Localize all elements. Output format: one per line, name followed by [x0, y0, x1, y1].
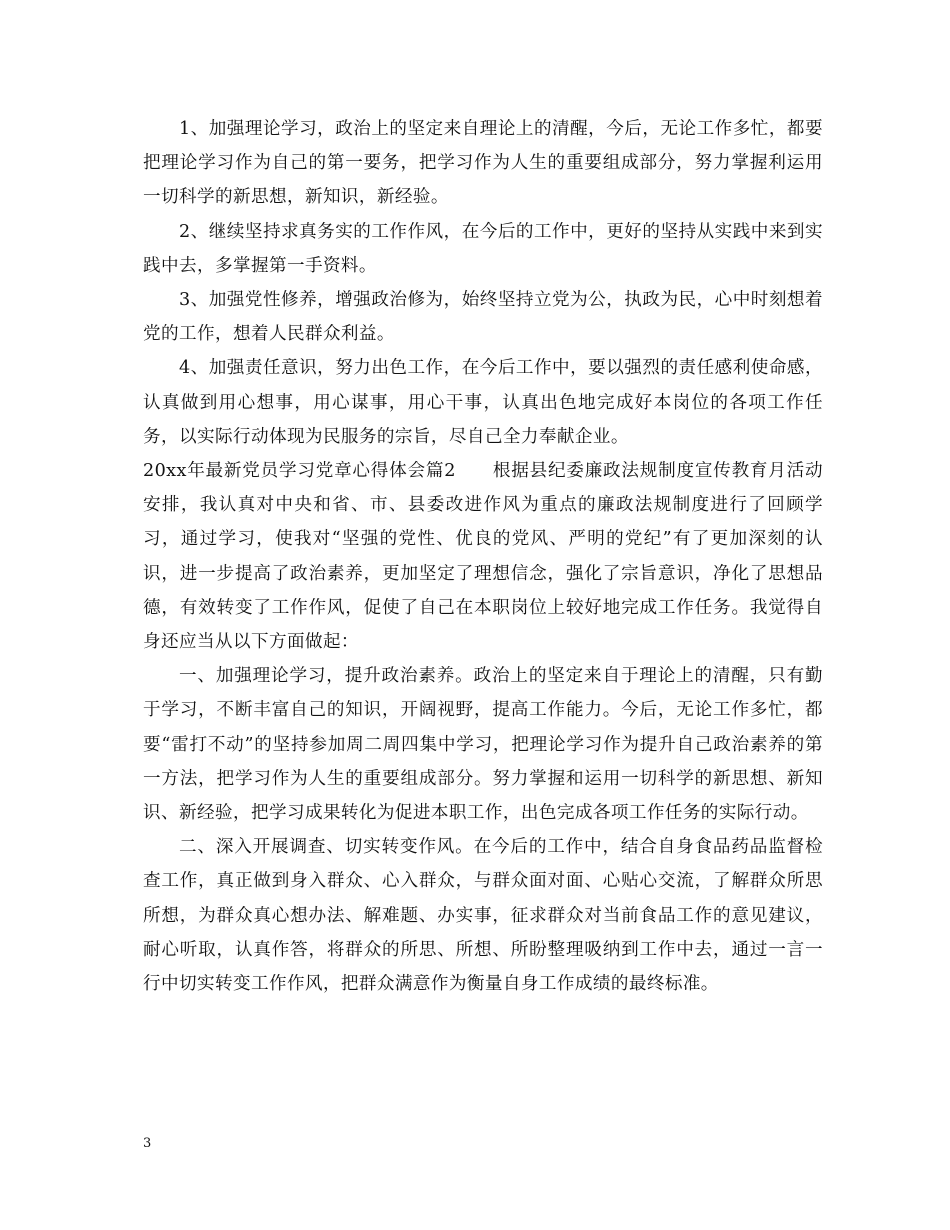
paragraph-3: 3、加强党性修养，增强政治修为，始终坚持立党为公，执政为民，心中时刻想着党的工作，想着人民群众利益。 — [143, 290, 823, 345]
paragraph-point-1: 一、加强理论学习，提升政治素养。政治上的坚定来自于理论上的清醒，只有勤于学习，不断丰富自己的知识，开阔视野，提高工作能力。今后，无论工作多忙，都要“雷打不动”的坚持参加周二周四集中学习，把理论学习作为提升自己政治素养的第一方法，把学习作为人生的重要组成部分。努力掌握和运用一切科学的新思想、新知识、新经验，把学习成果转化为促进本职工作，出色完成各项工作任务的实际行动。 — [143, 666, 823, 824]
paragraph-point-2: 二、深入开展调查、切实转变作风。在今后的工作中，结合自身食品药品监督检查工作，真正做到身入群众、心入群众，与群众面对面、心贴心交流，了解群众所思所想，为群众真心想办法、解难题、办实事，征求群众对当前食品工作的意见建议，耐心听取，认真作答，将群众的所思、所想、所盼整理吸纳到工作中去，通过一言一行中切实转变工作作风，把群众满意作为衡量自身工作成绩的最终标准。 — [143, 837, 823, 995]
paragraph-2: 2、继续坚持求真务实的工作作风，在今后的工作中，更好的坚持从实践中来到实践中去，多掌握第一手资料。 — [143, 221, 823, 276]
page-number: 3 — [143, 1136, 152, 1151]
paragraph-1: 1、加强理论学习，政治上的坚定来自理论上的清醒，今后，无论工作多忙，都要把理论学习作为自己的第一要务，把学习作为人生的重要组成部分，努力掌握利运用一切科学的新思想，新知识，新经验。 — [143, 119, 823, 208]
paragraph-4: 4、加强责任意识，努力出色工作，在今后工作中，要以强烈的责任感利使命感，认真做到用心想事，用心谋事，用心干事，认真出色地完成好本岗位的各项工作任务，以实际行动体现为民服务的宗旨，尽自己全力奉献企业。 — [143, 358, 823, 447]
paragraph-article-2-intro: 20xx年最新党员学习党章心得体会篇2 根据县纪委廉政法规制度宣传教育月活动安排，我认真对中央和省、市、县委改进作风为重点的廉政法规制度进行了回顾学习，通过学习，使我对“坚强的党性、优良的党风、严明的党纪”有了更加深刻的认识，进一步提高了政治素养，更加坚定了理想信念，强化了宗旨意识，净化了思想品德，有效转变了工作作风，促使了自己在本职岗位上较好地完成工作任务。我觉得自身还应当从以下方面做起： — [143, 461, 823, 653]
document-body — [143, 112, 823, 1001]
